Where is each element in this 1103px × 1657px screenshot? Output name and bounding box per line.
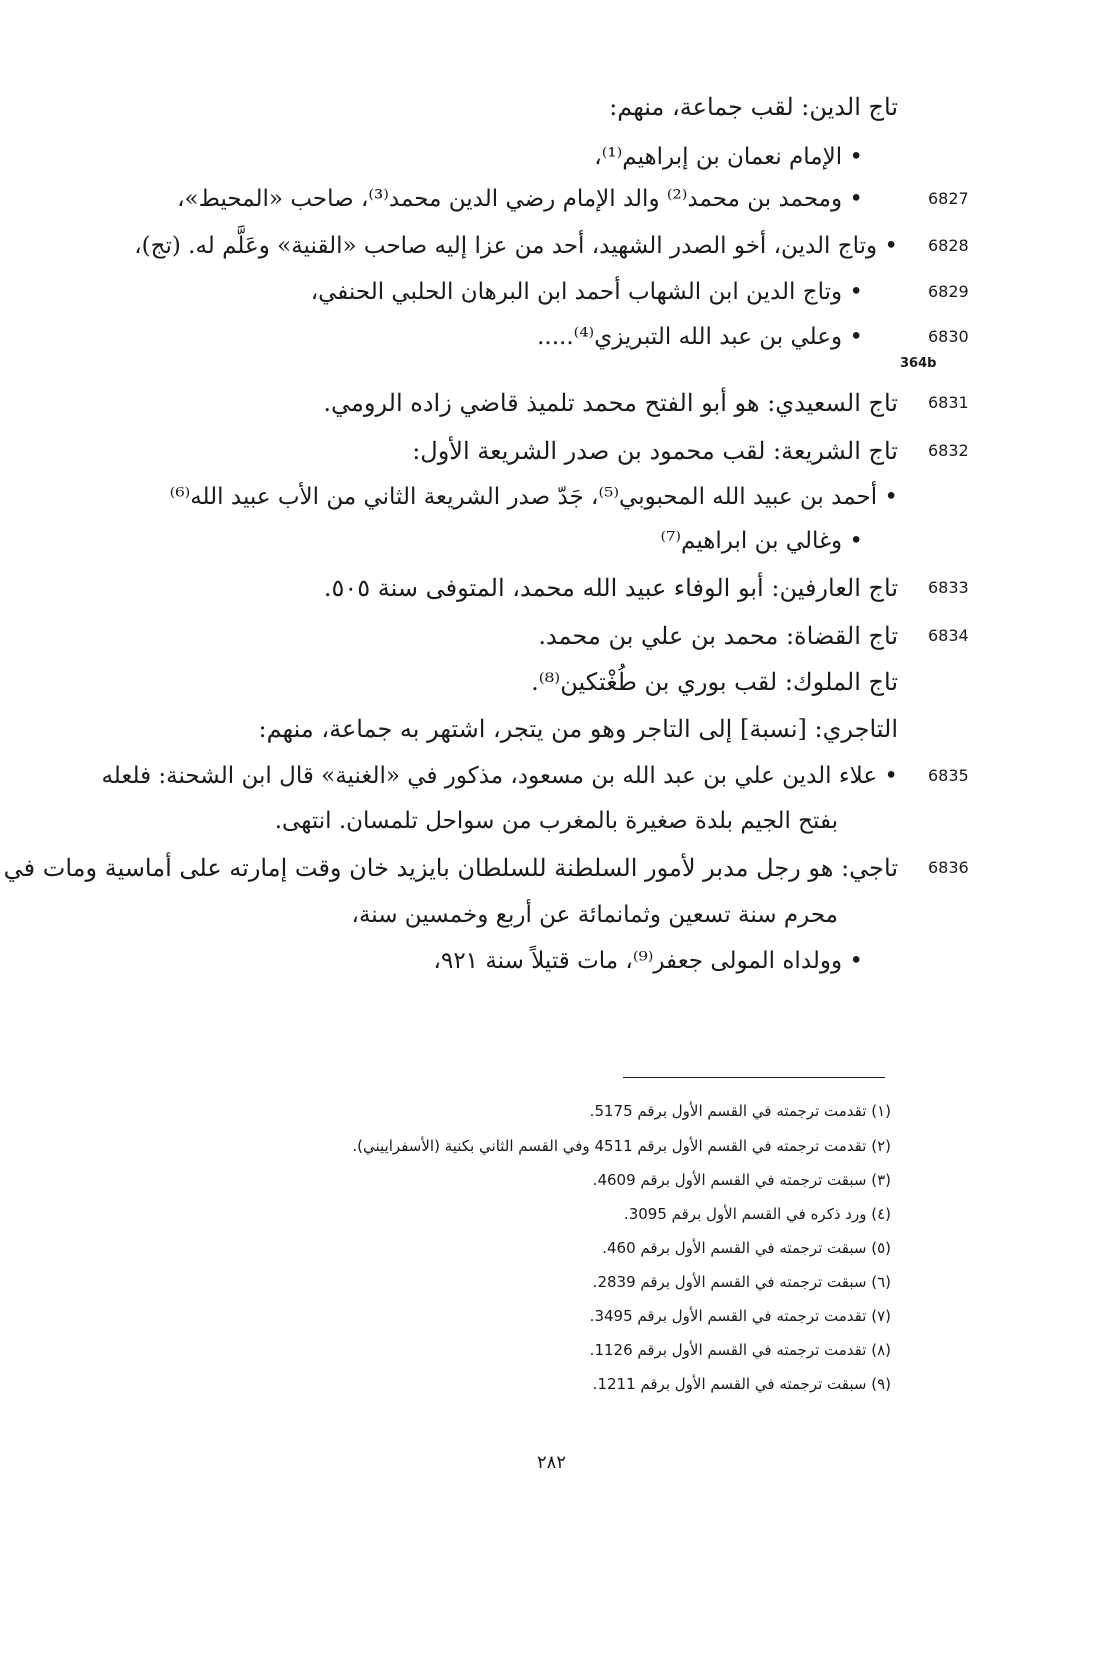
- folio-marker: 364b: [900, 356, 937, 371]
- entry-number-6828: 6828: [928, 236, 969, 255]
- entry-number-6830: 6830: [928, 327, 969, 346]
- entry-line-6835-cont: بفتح الجيم بلدة صغيرة بالمغرب من سواحل تلمسان. انتهى.: [274, 808, 838, 834]
- footnote-8: (٨) تقدمت ترجمته في القسم الأول برقم 1126.: [589, 1341, 891, 1359]
- entry-line-6829: • وتاج الدين ابن الشهاب أحمد ابن البرهان الحلبي الحنفي،: [310, 279, 863, 305]
- entry-line-ahmad-mahbubi: • أحمد بن عبيد الله المحبوبي⁽⁵⁾، جَدّ صدر الشريعة الثاني من الأب عبيد الله⁽⁶⁾: [169, 484, 898, 510]
- footnote-5: (٥) سبقت ترجمته في القسم الأول برقم 460.: [602, 1239, 891, 1257]
- footnote-6: (٦) سبقت ترجمته في القسم الأول برقم 2839.: [592, 1273, 891, 1291]
- entry-line-6834: تاج القضاة: محمد بن علي بن محمد.: [538, 622, 898, 650]
- footnote-1: (١) تقدمت ترجمته في القسم الأول برقم 5175.: [589, 1102, 891, 1120]
- entry-line-6836-cont: محرم سنة تسعين وثمانمائة عن أربع وخمسين سنة،: [351, 902, 838, 928]
- entry-line-6831: تاج السعيدي: هو أبو الفتح محمد تلميذ قاضي زاده الرومي.: [323, 389, 898, 417]
- entry-line-6836: تاجي: هو رجل مدبر لأمور السلطنة للسلطان بايزيد خان وقت إمارته على أماسية ومات في: [3, 854, 898, 882]
- entry-number-6834: 6834: [928, 626, 969, 645]
- entry-line-ghali: • وغالي بن ابراهيم⁽⁷⁾: [660, 528, 863, 554]
- page-number: ٢٨٢: [536, 1452, 566, 1473]
- footnote-2: (٢) تقدمت ترجمته في القسم الأول برقم 4511 وفي القسم الثاني بكنية (الأسفراييني).: [352, 1137, 891, 1155]
- entry-line-numan: • الإمام نعمان بن إبراهيم⁽¹⁾،: [594, 144, 863, 170]
- entry-number-6832: 6832: [928, 441, 969, 460]
- footnote-7: (٧) تقدمت ترجمته في القسم الأول برقم 3495.: [589, 1307, 891, 1325]
- entry-line-jafar: • وولداه المولى جعفر⁽⁹⁾، مات قتيلاً سنة ٩٢١،: [433, 948, 863, 974]
- entry-number-6831: 6831: [928, 393, 969, 412]
- entry-line-6828: • وتاج الدين، أخو الصدر الشهيد، أحد من عزا إليه صاحب «القنية» وعَلَّم له. (تج)،: [134, 233, 898, 259]
- footnote-9: (٩) سبقت ترجمته في القسم الأول برقم 1211.: [592, 1375, 891, 1393]
- entry-number-6835: 6835: [928, 766, 969, 785]
- entry-line-6833: تاج العارفين: أبو الوفاء عبيد الله محمد، المتوفى سنة ٥٠٥.: [323, 574, 898, 602]
- entry-line-6827: • ومحمد بن محمد⁽²⁾ والد الإمام رضي الدين محمد⁽³⁾، صاحب «المحيط»،: [177, 186, 863, 212]
- heading-al-tajiri: التاجري: [نسبة] إلى التاجر وهو من يتجر، اشتهر به جماعة، منهم:: [258, 715, 898, 743]
- footnote-4: (٤) ورد ذكره في القسم الأول برقم 3095.: [623, 1205, 891, 1223]
- entry-number-6833: 6833: [928, 578, 969, 597]
- entry-number-6827: 6827: [928, 189, 969, 208]
- footnote-3: (٣) سبقت ترجمته في القسم الأول برقم 4609.: [592, 1171, 891, 1189]
- entry-number-6836: 6836: [928, 858, 969, 877]
- entry-line-taj-al-muluk: تاج الملوك: لقب بوري بن طُغْتكين⁽⁸⁾.: [531, 668, 898, 696]
- entry-line-6832: تاج الشريعة: لقب محمود بن صدر الشريعة الأول:: [412, 437, 898, 465]
- heading-taj-al-din: تاج الدين: لقب جماعة، منهم:: [609, 93, 898, 121]
- entry-number-6829: 6829: [928, 282, 969, 301]
- footnote-separator: [623, 1077, 885, 1078]
- entry-line-6830: • وعلي بن عبد الله التبريزي⁽⁴⁾.....: [537, 324, 863, 350]
- entry-line-6835: • علاء الدين علي بن عبد الله بن مسعود، مذكور في «الغنية» قال ابن الشحنة: فلعله: [101, 763, 898, 789]
